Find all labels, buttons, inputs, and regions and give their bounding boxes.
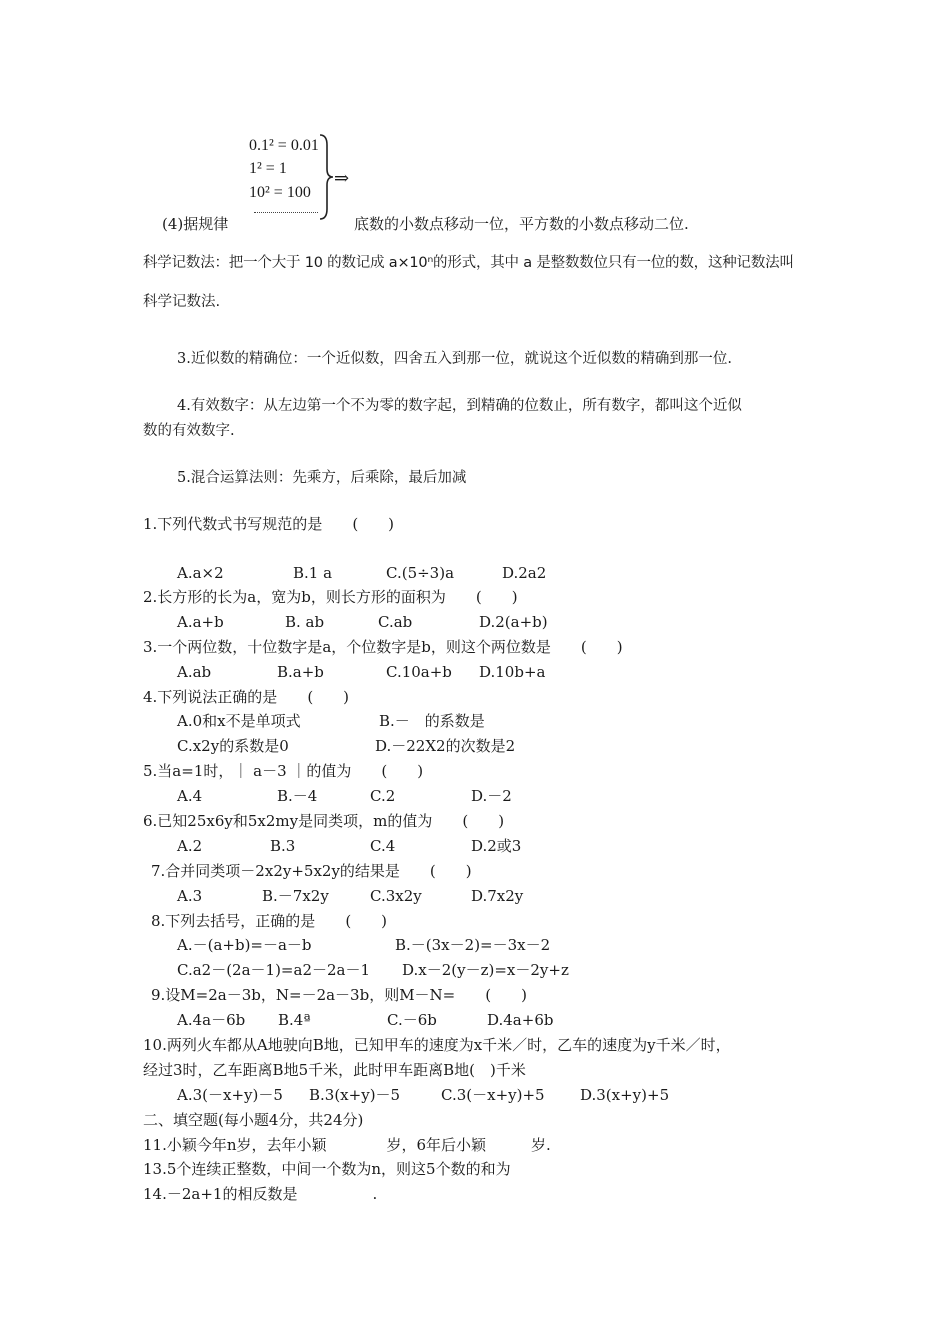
- question-3: 3.一个两位数，十位数字是a，个位数字是b，则这个两位数是 ( ): [143, 638, 623, 656]
- q5-option-d: D.－2: [471, 787, 512, 805]
- q10-option-b: B.3(x+y)－5: [309, 1086, 401, 1104]
- q7-option-d: D.7x2y: [471, 887, 524, 905]
- question-9: 9.设M=2a－3b，N=－2a－3b，则M－N= ( ): [151, 986, 527, 1004]
- q10-option-d: D.3(x+y)+5: [580, 1086, 670, 1104]
- question-4: 4.下列说法正确的是 ( ): [143, 688, 350, 706]
- equation-3: 10² = 100: [249, 184, 311, 201]
- q4-option-a: A.0和x不是单项式: [177, 712, 301, 730]
- q6-option-d: D.2或3: [471, 837, 522, 855]
- q8-option-b: B.－(3x－2)=－3x－2: [395, 936, 551, 954]
- q2-option-b: B. ab: [285, 613, 325, 631]
- note-3: 3.近似数的精确位：一个近似数，四舍五入到那一位，就说这个近似数的精确到那一位.: [177, 351, 732, 367]
- q7-option-c: C.3x2y: [370, 887, 422, 905]
- q6-option-b: B.3: [270, 837, 296, 855]
- question-7: 7.合并同类项－2x2y+5x2y的结果是 ( ): [151, 862, 472, 880]
- question-5: 5.当a=1时，｜ a－3 ｜的值为 ( ): [143, 762, 424, 780]
- question-10-line2: 经过3时，乙车距离B地5千米，此时甲车距离B地( )千米: [143, 1061, 526, 1079]
- q5-option-b: B.－4: [277, 787, 318, 805]
- q9-option-d: D.4a+6b: [487, 1011, 554, 1029]
- q3-option-d: D.10b+a: [479, 663, 546, 681]
- q10-option-a: A.3(－x+y)－5: [177, 1086, 283, 1104]
- q6-option-a: A.2: [177, 837, 203, 855]
- q7-option-b: B.－7x2y: [262, 887, 329, 905]
- q8-option-c: C.a2－(2a－1)=a2－2a－1: [177, 961, 371, 979]
- implies-arrow: ⇒: [334, 168, 350, 188]
- sci-notation-line1: 科学记数法：把一个大于 10 的数记成 a×10ⁿ的形式，其中 a 是整数数位只有一位的数，这种记数法叫: [143, 255, 794, 271]
- q3-option-a: A.ab: [177, 663, 212, 681]
- q9-option-c: C.－6b: [387, 1011, 437, 1029]
- q1-option-c: C.(5÷3)a: [386, 564, 455, 582]
- question-13: 13.5个连续正整数，中间一个数为n，则这5个数的和为: [143, 1160, 511, 1178]
- q4-option-c: C.x2y的系数是0: [177, 737, 289, 755]
- rule-suffix: 底数的小数点移动一位，平方数的小数点移动二位.: [354, 215, 689, 233]
- section-heading-fill: 二、填空题(每小题4分，共24分): [143, 1111, 364, 1129]
- note-5: 5.混合运算法则：先乘方，后乘除，最后加减: [177, 470, 467, 486]
- q4-option-d: D.－22X2的次数是2: [375, 737, 516, 755]
- q7-option-a: A.3: [177, 887, 203, 905]
- right-brace-icon: [318, 133, 334, 221]
- question-8: 8.下列去括号，正确的是 ( ): [151, 912, 388, 930]
- q9-option-a: A.4a－6b: [177, 1011, 246, 1029]
- q8-option-a: A.－(a+b)=－a－b: [177, 936, 312, 954]
- q5-option-a: A.4: [177, 787, 203, 805]
- dotted-line: [254, 212, 318, 213]
- question-1: 1.下列代数式书写规范的是 ( ): [143, 515, 395, 533]
- q6-option-c: C.4: [370, 837, 396, 855]
- question-14: 14.－2a+1的相反数是 .: [143, 1185, 378, 1203]
- q4-option-b: B.－ 的系数是: [379, 712, 485, 730]
- q1-option-a: A.a×2: [177, 564, 224, 582]
- sci-notation-line2: 科学记数法.: [143, 294, 221, 310]
- rule-prefix: (4)据规律: [162, 215, 229, 233]
- q1-option-b: B.1 a: [293, 564, 333, 582]
- q2-option-a: A.a+b: [177, 613, 224, 631]
- question-11: 11.小颖今年n岁，去年小颖 岁，6年后小颖 岁.: [143, 1136, 551, 1154]
- q2-option-d: D.2(a+b): [479, 613, 548, 631]
- q8-option-d: D.x－2(y－z)=x－2y+z: [402, 961, 569, 979]
- q10-option-c: C.3(－x+y)+5: [441, 1086, 545, 1104]
- q2-option-c: C.ab: [378, 613, 413, 631]
- q3-option-b: B.a+b: [277, 663, 324, 681]
- q1-option-d: D.2a2: [502, 564, 547, 582]
- note-4-line1: 4.有效数字：从左边第一个不为零的数字起，到精确的位数止，所有数字，都叫这个近似: [177, 398, 742, 414]
- note-4-line2: 数的有效数字.: [143, 423, 235, 439]
- q5-option-c: C.2: [370, 787, 396, 805]
- question-10-line1: 10.两列火车都从A地驶向B地，已知甲车的速度为x千米／时，乙车的速度为y千米／时，: [143, 1036, 731, 1054]
- question-6: 6.已知25x6y和5x2my是同类项，m的值为 ( ): [143, 812, 505, 830]
- q3-option-c: C.10a+b: [386, 663, 452, 681]
- equation-1: 0.1² = 0.01: [249, 137, 319, 154]
- equation-2: 1² = 1: [249, 160, 287, 177]
- question-2: 2.长方形的长为a，宽为b，则长方形的面积为 ( ): [143, 588, 518, 606]
- q9-option-b: B.4ª: [278, 1011, 311, 1029]
